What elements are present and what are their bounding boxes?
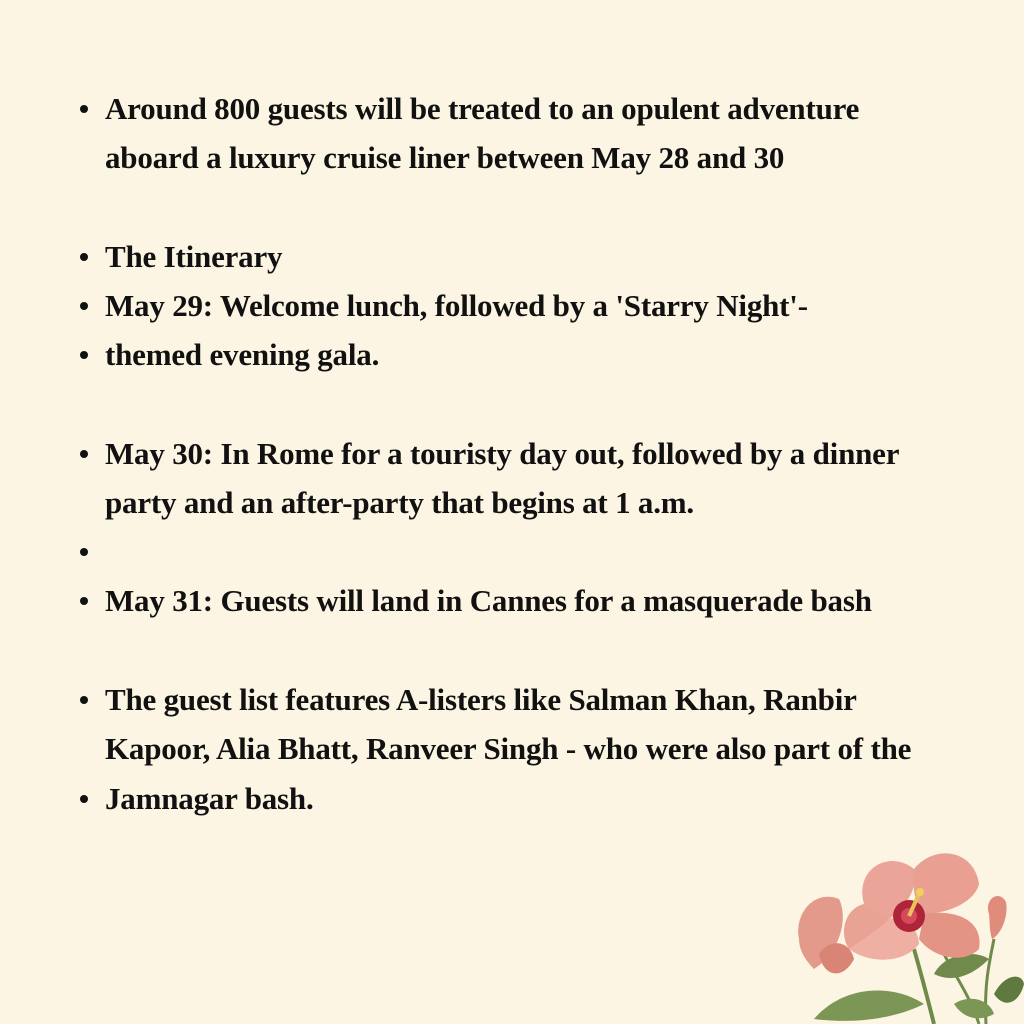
list-item-line: Kapoor, Alia Bhatt, Ranveer Singh - who were also part of the [105, 731, 912, 766]
list-item-line: The Itinerary [105, 239, 283, 274]
bullet-dot [80, 253, 88, 261]
list-item-line: party and an after-party that begins at 1 a.m. [105, 485, 694, 520]
list-item-line: May 29: Welcome lunch, followed by a 'Starry Night'- [105, 288, 808, 323]
list-item-line: May 30: In Rome for a touristy day out, followed by a dinner [105, 436, 900, 471]
list-item-line: May 31: Guests will land in Cannes for a masquerade bash [105, 583, 872, 618]
hibiscus-flower-icon [794, 844, 1024, 1024]
list-item-line: Jamnagar bash. [105, 781, 314, 816]
bullet-dot [80, 795, 88, 803]
bullet-dot [80, 105, 88, 113]
bullet-dot [80, 302, 88, 310]
bullet-dot [80, 450, 88, 458]
list-item-line: The guest list features A-listers like Salman Khan, Ranbir [105, 682, 857, 717]
bullet-dot [80, 548, 88, 556]
list-item-line: aboard a luxury cruise liner between May 28 and 30 [105, 140, 785, 175]
bullet-dot [80, 597, 88, 605]
list-item-line: Around 800 guests will be treated to an opulent adventure [105, 91, 860, 126]
list-item-line: themed evening gala. [105, 337, 380, 372]
bullet-dot [80, 351, 88, 359]
bullet-dot [80, 696, 88, 704]
